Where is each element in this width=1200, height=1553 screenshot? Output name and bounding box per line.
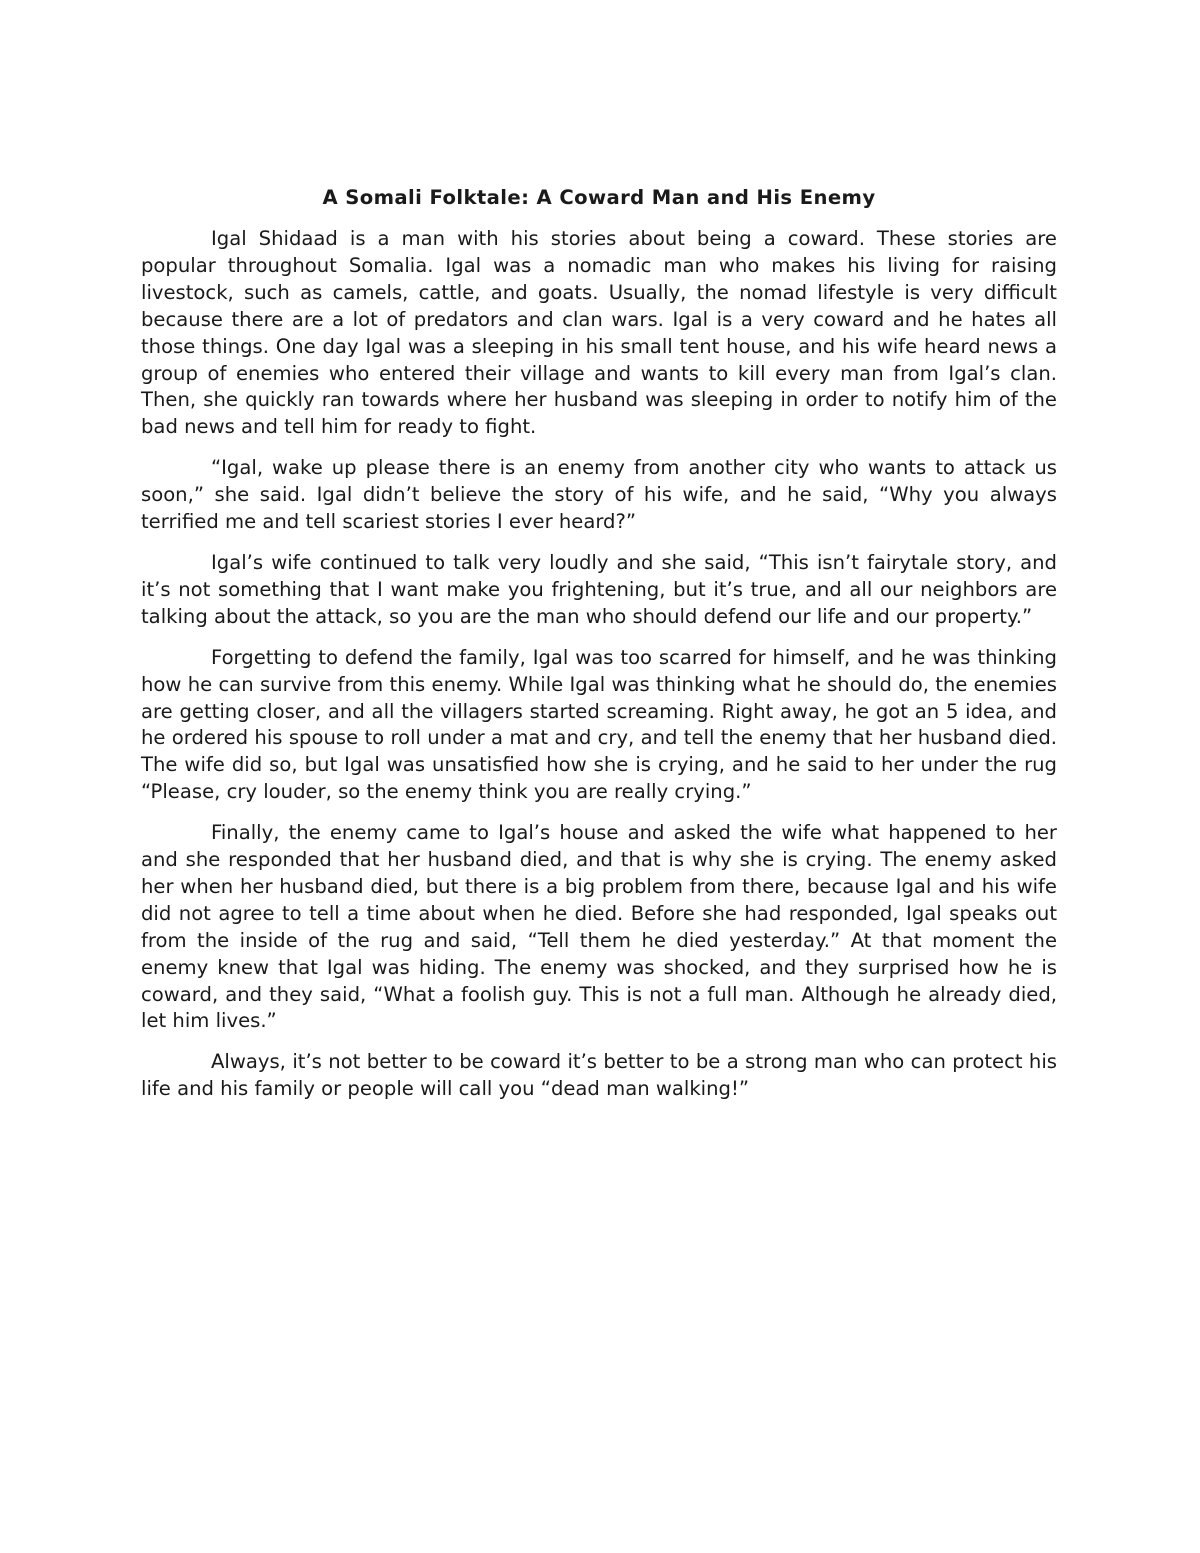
paragraph-4: Forgetting to defend the family, Igal was too scarred for himself, and he was thinking how he can survive from this enemy. While Igal was thinking what he should do, the enemies are getting closer, and all the villagers started screaming. Right away, he got an 5 idea, and he ordered his spouse to roll under a mat and cry, and tell the enemy that her husband died. The wife did so, but Igal was unsatisfied how she is crying, and he said to her under the rug “Please, cry louder, so the enemy think you are really crying.”	[141, 645, 1057, 804]
paragraph-6: Always, it’s not better to be coward it’s better to be a strong man who can protect his life and his family or people will call you “dead man walking!”	[141, 1050, 1057, 1101]
paragraph-3: Igal’s wife continued to talk very loudly and she said, “This isn’t fairytale story, and it’s not something that I want make you frightening, but it’s true, and all our neighbors are talking about the attack, so you are the man who should defend our life and our property.”	[141, 550, 1057, 628]
paragraph-1: Igal Shidaad is a man with his stories about being a coward. These stories are popular throughout Somalia. Igal was a nomadic man who makes his living for raising livestock, such as camels, cattle, and goats. Usually, the nomad lifestyle is very difficult because there are a lot of predators and clan wars. Igal is a very coward and he hates all those things. One day Igal was a sleeping in his small tent house, and his wife heard news a group of enemies who entered their village and wants to kill every man from Igal’s clan. Then, she quickly ran towards where her husband was sleeping in order to notify him of the bad news and tell him for ready to fight.	[141, 227, 1057, 439]
document-body	[141, 184, 1057, 1117]
paragraph-2: “Igal, wake up please there is an enemy from another city who wants to attack us soon,” she said. Igal didn’t believe the story of his wife, and he said, “Why you always terrified me and tell scariest stories I ever heard?”	[141, 456, 1057, 534]
document-title: A Somali Folktale: A Coward Man and His Enemy	[322, 186, 876, 209]
paragraph-5: Finally, the enemy came to Igal’s house and asked the wife what happened to her and she responded that her husband died, and that is why she is crying. The enemy asked her when her husband died, but there is a big problem from there, because Igal and his wife did not agree to tell a time about when he died. Before she had responded, Igal speaks out from the inside of the rug and said, “Tell them he died yesterday.” At that moment the enemy knew that Igal was hiding. The enemy was shocked, and they surprised how he is coward, and they said, “What a foolish guy. This is not a full man. Although he already died, let him lives.”	[141, 821, 1057, 1033]
